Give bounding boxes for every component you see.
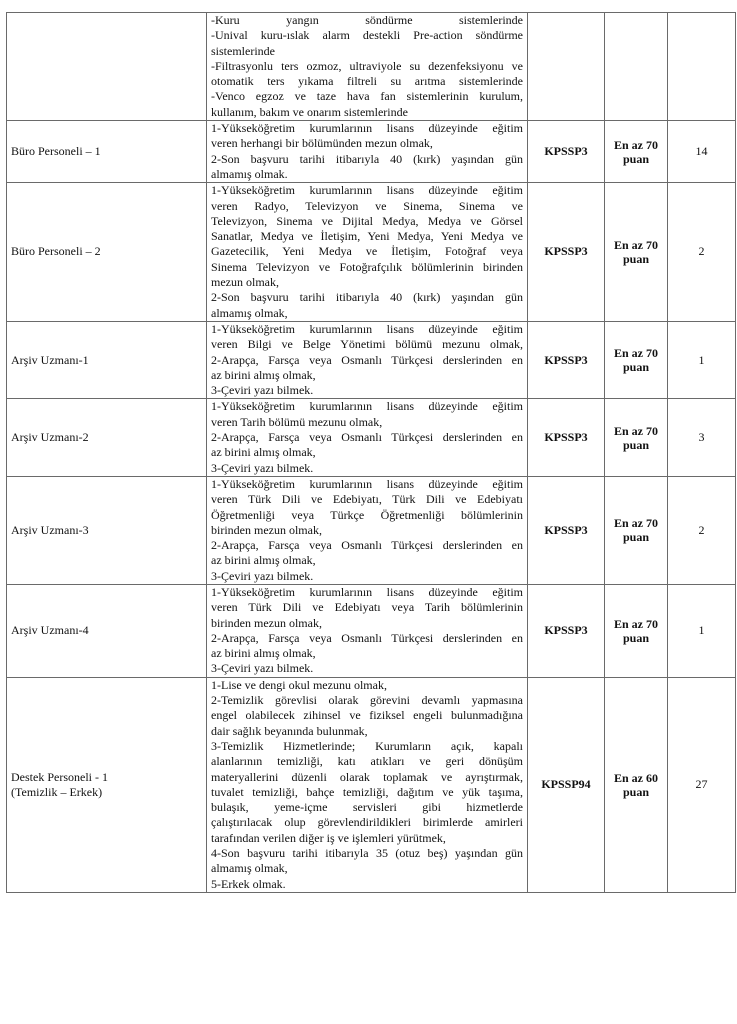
positions-table [6, 12, 736, 893]
position-title-cell [7, 584, 207, 677]
requirement-line: 4-Son başvuru tarihi itibarıyla 35 (otuz beş) yaşından gün [211, 846, 523, 861]
requirement-line: 1-Yükseköğretim kurumlarının lisans düzeyinde eğitim [211, 584, 523, 599]
requirement-line: 3-Çeviri yazı bilmek. [211, 661, 314, 676]
requirement-line: veren Bilgi ve Belge Yönetimi bölümü mezunu olmak, [211, 337, 523, 352]
min-score-unit: puan [622, 530, 650, 545]
requirement-line: 2-Arapça, Farsça veya Osmanlı Türkçesi derslerinden en [211, 352, 523, 367]
table-row [7, 13, 736, 121]
requirements-cell [207, 121, 528, 183]
kpss-type-cell: KPSSP3 [528, 584, 605, 677]
table-row [7, 183, 736, 322]
requirement-line: Sinema Televizyon ve Fotoğrafçılık bölümlerinin birinden [211, 259, 523, 274]
requirement-line: otomatik ters yıkama filtreli su arıtma sistemlerinde [211, 74, 523, 89]
requirement-line: Gazetecilik, Yeni Medya ve İletişim, Fotoğraf veya [211, 244, 523, 259]
table-row [7, 476, 736, 584]
position-count-cell: 3 [668, 399, 736, 476]
position-title: Arşiv Uzmanı-2 [11, 430, 89, 445]
requirement-line: 2-Temizlik görevlisi olarak görevini devamlı yapmasına [211, 693, 523, 708]
requirement-line: -Filtrasyonlu ters ozmoz, ultraviyole su dezenfeksiyonu ve [211, 58, 523, 73]
min-score-unit: puan [622, 784, 650, 799]
min-score-unit: puan [622, 630, 650, 645]
requirement-line: 1-Yükseköğretim kurumlarının lisans düzeyinde eğitim [211, 183, 523, 198]
position-count-cell: 1 [668, 584, 736, 677]
requirement-line: -Kuru yangın söndürme sistemlerinde [211, 13, 523, 27]
requirement-line: 2-Arapça, Farsça veya Osmanlı Türkçesi derslerinden en [211, 430, 523, 445]
min-score-value: En az 70 [613, 137, 658, 152]
position-title-cell [7, 321, 207, 398]
position-title: Destek Personeli - 1 [11, 769, 108, 784]
requirements-cell [207, 584, 528, 677]
requirement-line: az birini almış olmak, [211, 367, 316, 382]
requirement-line: almamış olmak, [211, 861, 288, 876]
requirement-line: az birini almış olmak, [211, 553, 316, 568]
requirement-line: veren herhangi bir bölümünden mezun olmak, [211, 136, 433, 151]
requirement-line: 3-Çeviri yazı bilmek. [211, 460, 314, 475]
position-title: Arşiv Uzmanı-1 [11, 352, 89, 367]
requirement-line: veren Radyo, Televizyon ve Sinema, Sinema ve [211, 198, 523, 213]
position-subtitle: (Temizlik – Erkek) [11, 784, 103, 799]
requirement-line: 3-Temizlik Hizmetlerinde; Kurumların açık, kapalı [211, 738, 523, 753]
min-score-value: En az 70 [613, 423, 658, 438]
requirements-cell [207, 183, 528, 322]
table-row [7, 121, 736, 183]
requirement-line: çalıştırılacak olup görevlendirildikleri birimlerde amirleri [211, 815, 523, 830]
min-score-unit: puan [622, 360, 650, 375]
min-score-cell [605, 584, 668, 677]
table-row [7, 677, 736, 892]
requirement-line: Sanatlar, Medya ve İletişim, Yeni Medya, Yeni Medya ve [211, 229, 523, 244]
position-title-cell [7, 121, 207, 183]
positions-table-body [7, 13, 736, 893]
kpss-type-cell: KPSSP94 [528, 677, 605, 892]
requirement-line: 1-Yükseköğretim kurumlarının lisans düzeyinde eğitim [211, 476, 523, 491]
min-score-value: En az 70 [613, 616, 658, 631]
kpss-type-cell: KPSSP3 [528, 121, 605, 183]
position-title-cell [7, 183, 207, 322]
requirement-line: 5-Erkek olmak. [211, 876, 286, 891]
min-score-cell [605, 13, 668, 121]
requirement-line: mezun olmak, [211, 275, 279, 290]
min-score-value: En az 60 [613, 770, 658, 785]
position-title-cell [7, 476, 207, 584]
table-row [7, 399, 736, 476]
requirement-line: almamış olmak, [211, 305, 288, 320]
requirement-line: -Unival kuru-ıslak alarm destekli Pre-action söndürme [211, 28, 523, 43]
requirement-line: 2-Son başvuru tarihi itibarıyla 40 (kırk) yaşından gün [211, 290, 523, 305]
requirements-cell [207, 677, 528, 892]
requirements-cell [207, 13, 528, 121]
min-score-cell [605, 476, 668, 584]
requirement-line: birinden mezun olmak, [211, 615, 322, 630]
requirement-line: 1-Yükseköğretim kurumlarının lisans düzeyinde eğitim [211, 321, 523, 336]
min-score-value: En az 70 [613, 516, 658, 531]
requirement-line: Televizyon, Sinema ve Dijital Medya, Medya ve Görsel [211, 213, 523, 228]
requirement-line: veren Türk Dili ve Edebiyatı, Türk Dili ve Edebiyatı [211, 492, 523, 507]
min-score-cell [605, 677, 668, 892]
position-count-cell: 27 [668, 677, 736, 892]
requirements-cell [207, 399, 528, 476]
min-score-value: En az 70 [613, 346, 658, 361]
min-score-value: En az 70 [613, 238, 658, 253]
requirement-line: 1-Yükseköğretim kurumlarının lisans düzeyinde eğitim [211, 121, 523, 136]
kpss-type-cell [528, 13, 605, 121]
min-score-cell [605, 121, 668, 183]
position-count-cell: 14 [668, 121, 736, 183]
kpss-type-cell: KPSSP3 [528, 321, 605, 398]
requirement-line: engel olabilecek zihinsel ve fiziksel engeli bulunmadığına [211, 708, 523, 723]
requirement-line: bulaşık, yeme-içme servisleri gibi hizmetlerde [211, 800, 523, 815]
requirement-line: tarafından verilen diğer iş ve işlemleri yürütmek, [211, 830, 446, 845]
kpss-type-cell: KPSSP3 [528, 399, 605, 476]
requirements-cell [207, 476, 528, 584]
min-score-unit: puan [622, 252, 650, 267]
position-count-cell: 2 [668, 183, 736, 322]
position-title: Büro Personeli – 1 [11, 144, 101, 159]
position-title: Arşiv Uzmanı-4 [11, 623, 89, 638]
min-score-cell [605, 321, 668, 398]
requirement-line: sistemlerinde [211, 43, 275, 58]
position-title-cell [7, 13, 207, 121]
requirement-line: 2-Arapça, Farsça veya Osmanlı Türkçesi derslerinden en [211, 630, 523, 645]
requirements-cell [207, 321, 528, 398]
position-count-cell: 1 [668, 321, 736, 398]
requirement-line: Öğretmenliği veya Türkçe Öğretmenliği bölümlerinin [211, 507, 523, 522]
position-title: Arşiv Uzmanı-3 [11, 522, 89, 537]
min-score-cell [605, 183, 668, 322]
kpss-type-cell: KPSSP3 [528, 183, 605, 322]
requirement-line: 3-Çeviri yazı bilmek. [211, 383, 314, 398]
min-score-unit: puan [622, 151, 650, 166]
table-row [7, 321, 736, 398]
requirement-line: 3-Çeviri yazı bilmek. [211, 568, 314, 583]
requirement-line: materyallerini düzenli olarak toplamak ve ayrıştırmak, [211, 769, 523, 784]
requirement-line: alanlarının temizliği, katı atıkları ve geri dönüşüm [211, 754, 523, 769]
requirement-line: birinden mezun olmak, [211, 522, 322, 537]
position-title-cell [7, 399, 207, 476]
requirement-line: veren Tarih bölümü mezunu olmak, [211, 414, 383, 429]
requirement-line: 2-Son başvuru tarihi itibarıyla 40 (kırk) yaşından gün [211, 151, 523, 166]
requirement-line: 1-Yükseköğretim kurumlarının lisans düzeyinde eğitim [211, 399, 523, 414]
min-score-unit: puan [622, 437, 650, 452]
requirement-line: almamış olmak. [211, 166, 288, 181]
requirement-line: 2-Arapça, Farsça veya Osmanlı Türkçesi derslerinden en [211, 538, 523, 553]
requirement-line: 1-Lise ve dengi okul mezunu olmak, [211, 677, 387, 692]
kpss-type-cell: KPSSP3 [528, 476, 605, 584]
requirement-line: veren Türk Dili ve Edebiyatı veya Tarih bölümlerinin [211, 600, 523, 615]
table-row [7, 584, 736, 677]
requirement-line: kullanım, bakım ve onarım sistemlerinde [211, 104, 408, 119]
position-count-cell: 2 [668, 476, 736, 584]
requirement-line: az birini almış olmak, [211, 646, 316, 661]
requirement-line: dair sağlık beyanında bulunmak, [211, 723, 368, 738]
position-title: Büro Personeli – 2 [11, 244, 101, 259]
requirement-line: az birini almış olmak, [211, 445, 316, 460]
position-title-cell [7, 677, 207, 892]
requirement-line: -Venco egzoz ve taze hava fan sistemlerinin kurulum, [211, 89, 523, 104]
requirement-line: tuvalet temizliği, bahçe temizliği, dağıtım ve yük taşıma, [211, 784, 523, 799]
position-count-cell [668, 13, 736, 121]
min-score-cell [605, 399, 668, 476]
